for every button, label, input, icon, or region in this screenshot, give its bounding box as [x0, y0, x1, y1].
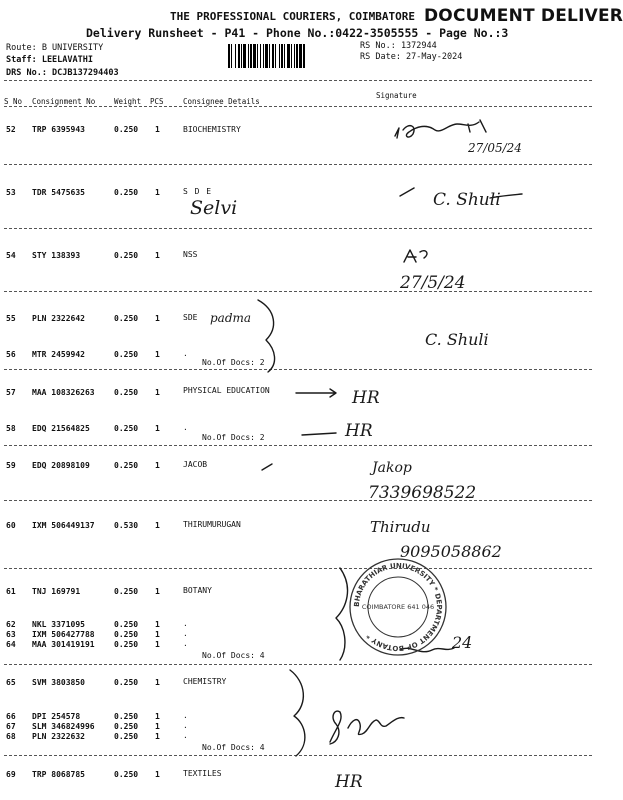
- handwritten-date: 27/05/24: [468, 141, 522, 155]
- row-weight: 0.250: [114, 424, 139, 433]
- initials-scribble: [404, 250, 427, 262]
- row-consignee: .: [183, 731, 188, 740]
- row-sno: 64: [6, 640, 16, 649]
- row-sno: 54: [6, 251, 16, 260]
- company-line: THE PROFESSIONAL COURIERS, COIMBATORE: [170, 10, 416, 23]
- row-sno: 65: [6, 678, 16, 687]
- arrow-mark: [296, 389, 336, 397]
- row-weight: 0.250: [114, 587, 139, 596]
- row-weight: 0.250: [114, 640, 139, 649]
- row-consignment: DPI 254578: [32, 712, 81, 721]
- docs-count: No.Of Docs: 4: [202, 743, 265, 752]
- row-consignment: NKL 3371095: [32, 620, 85, 629]
- row-weight: 0.250: [114, 314, 139, 323]
- document-delivery-stamp: DOCUMENT DELIVER: [424, 6, 623, 26]
- col-pcs: PCS: [150, 97, 164, 106]
- row-consignment: MAA 301419191: [32, 640, 95, 649]
- tick-mark: [262, 464, 272, 470]
- handwritten-name: Jakop: [372, 460, 412, 476]
- row-sno: 57: [6, 388, 16, 397]
- row-pcs: 1: [155, 732, 160, 741]
- row-consignee: BIOCHEMISTRY: [183, 125, 241, 134]
- handwritten-hr: HR: [335, 772, 363, 792]
- row-sno: 58: [6, 424, 16, 433]
- row-weight: 0.530: [114, 521, 139, 530]
- row-consignee: BOTANY: [183, 586, 212, 595]
- row-pcs: 1: [155, 251, 160, 260]
- row-consignee: JACOB: [183, 460, 208, 469]
- row-consignee: .: [183, 349, 188, 358]
- row-consignment: PLN 2322632: [32, 732, 85, 741]
- row-pcs: 1: [155, 587, 160, 596]
- row-consignee: .: [183, 711, 188, 720]
- col-consignment: Consignment No: [32, 97, 96, 106]
- row-sno: 69: [6, 770, 16, 779]
- bracket-mark: [290, 670, 305, 756]
- row-consignment: EDQ 20898109: [32, 461, 90, 470]
- handwritten-signature-scribble: [330, 711, 404, 744]
- row-consignee: .: [183, 423, 188, 432]
- row-pcs: 1: [155, 314, 160, 323]
- runsheet-title: Delivery Runsheet - P41 - Phone No.:0422-3505555 - Page No.:3: [86, 26, 509, 40]
- row-consignee: PHYSICAL EDUCATION: [183, 386, 270, 395]
- row-weight: 0.250: [114, 461, 139, 470]
- row-weight: 0.250: [114, 722, 139, 731]
- bracket-mark: [336, 568, 348, 660]
- row-weight: 0.250: [114, 125, 139, 134]
- row-sno: 52: [6, 125, 16, 134]
- row-weight: 0.250: [114, 770, 139, 779]
- seal-ring-text: BHARATHIAR UNIVERSITY * DEPARTMENT OF BOTANY *: [352, 561, 444, 653]
- row-weight: 0.250: [114, 678, 139, 687]
- row-consignment: TDR 5475635: [32, 188, 85, 197]
- row-sno: 53: [6, 188, 16, 197]
- tick-mark: [400, 188, 414, 196]
- rs-number: RS No.: 1372944: [360, 41, 437, 51]
- staff-label: Staff: LEELAVATHI: [6, 55, 93, 65]
- col-consignee: Consignee Details: [183, 97, 260, 106]
- handwritten-phone: 7339698522: [368, 483, 477, 503]
- row-consignment: EDQ 21564825: [32, 424, 90, 433]
- row-pcs: 1: [155, 722, 160, 731]
- row-sno: 56: [6, 350, 16, 359]
- row-pcs: 1: [155, 461, 160, 470]
- row-weight: 0.250: [114, 732, 139, 741]
- row-sno: 68: [6, 732, 16, 741]
- handwritten-signature: C. Shuli: [433, 190, 501, 210]
- row-consignment: STY 138393: [32, 251, 81, 260]
- row-pcs: 1: [155, 424, 160, 433]
- row-consignment: TRP 6395943: [32, 125, 85, 134]
- col-sno: S No: [4, 97, 23, 106]
- row-sno: 55: [6, 314, 16, 323]
- signature-row-52: [395, 120, 522, 155]
- handwritten-signature: C. Shuli: [425, 330, 489, 349]
- row-consignment: IXM 506449137: [32, 521, 95, 530]
- docs-count: No.Of Docs: 2: [202, 433, 265, 442]
- row-consignee: SDE: [183, 313, 198, 322]
- row-pcs: 1: [155, 640, 160, 649]
- row-pcs: 1: [155, 678, 160, 687]
- route-label: Route: B UNIVERSITY: [6, 43, 104, 53]
- row-consignment: MTR 2459942: [32, 350, 85, 359]
- row-consignee: THIRUMURUGAN: [183, 520, 241, 529]
- row-pcs: 1: [155, 350, 160, 359]
- handwritten-name: Thirudu: [370, 518, 431, 536]
- row-pcs: 1: [155, 188, 160, 197]
- row-weight: 0.250: [114, 251, 139, 260]
- row-weight: 0.250: [114, 620, 139, 629]
- row-pcs: 1: [155, 630, 160, 639]
- docs-count: No.Of Docs: 2: [202, 358, 265, 367]
- row-sno: 59: [6, 461, 16, 470]
- row-consignment: PLN 2322642: [32, 314, 85, 323]
- row-consignment: IXM 506427788: [32, 630, 95, 639]
- handwritten-name-selvi: Selvi: [190, 197, 238, 219]
- row-consignee: .: [183, 721, 188, 730]
- row-consignee: S D E: [183, 187, 213, 196]
- dash-mark: [302, 433, 336, 435]
- row-weight: 0.250: [114, 712, 139, 721]
- handwritten-phone: 9095058862: [400, 542, 502, 561]
- row-weight: 0.250: [114, 350, 139, 359]
- row-consignee: .: [183, 619, 188, 628]
- col-signature: Signature: [376, 91, 417, 100]
- handwritten-date: 27/5/24: [400, 273, 466, 293]
- drs-number: DRS No.: DCJB137294403: [6, 68, 119, 78]
- bracket-mark: [258, 300, 275, 372]
- row-pcs: 1: [155, 712, 160, 721]
- row-sno: 63: [6, 630, 16, 639]
- row-pcs: 1: [155, 770, 160, 779]
- row-sno: 60: [6, 521, 16, 530]
- row-consignee: .: [183, 639, 188, 648]
- row-sno: 67: [6, 722, 16, 731]
- row-consignee: .: [183, 629, 188, 638]
- handwritten-hr: HR: [345, 421, 373, 441]
- row-weight: 0.250: [114, 630, 139, 639]
- handwritten-name-padma: padma: [210, 311, 252, 325]
- row-consignment: TRP 8068785: [32, 770, 85, 779]
- col-weight: Weight: [114, 97, 142, 106]
- row-consignment: MAA 108326263: [32, 388, 95, 397]
- row-consignee: CHEMISTRY: [183, 677, 227, 686]
- rs-date: RS Date: 27-May-2024: [360, 52, 463, 62]
- row-sno: 62: [6, 620, 16, 629]
- row-sno: 61: [6, 587, 16, 596]
- handwritten-hr: HR: [352, 388, 380, 408]
- seal-center-text: COIMBATORE 641 046: [361, 603, 435, 611]
- row-pcs: 1: [155, 521, 160, 530]
- row-consignment: SLM 346824996: [32, 722, 95, 731]
- row-consignee: NSS: [183, 250, 198, 259]
- department-seal: [350, 559, 446, 655]
- handwritten-date: 24: [452, 633, 473, 652]
- docs-count: No.Of Docs: 4: [202, 651, 265, 660]
- row-weight: 0.250: [114, 388, 139, 397]
- row-consignment: SVM 3803850: [32, 678, 85, 687]
- row-weight: 0.250: [114, 188, 139, 197]
- row-consignment: TNJ 169791: [32, 587, 81, 596]
- row-pcs: 1: [155, 620, 160, 629]
- row-pcs: 1: [155, 125, 160, 134]
- row-pcs: 1: [155, 388, 160, 397]
- row-consignee: TEXTILES: [183, 769, 222, 778]
- row-sno: 66: [6, 712, 16, 721]
